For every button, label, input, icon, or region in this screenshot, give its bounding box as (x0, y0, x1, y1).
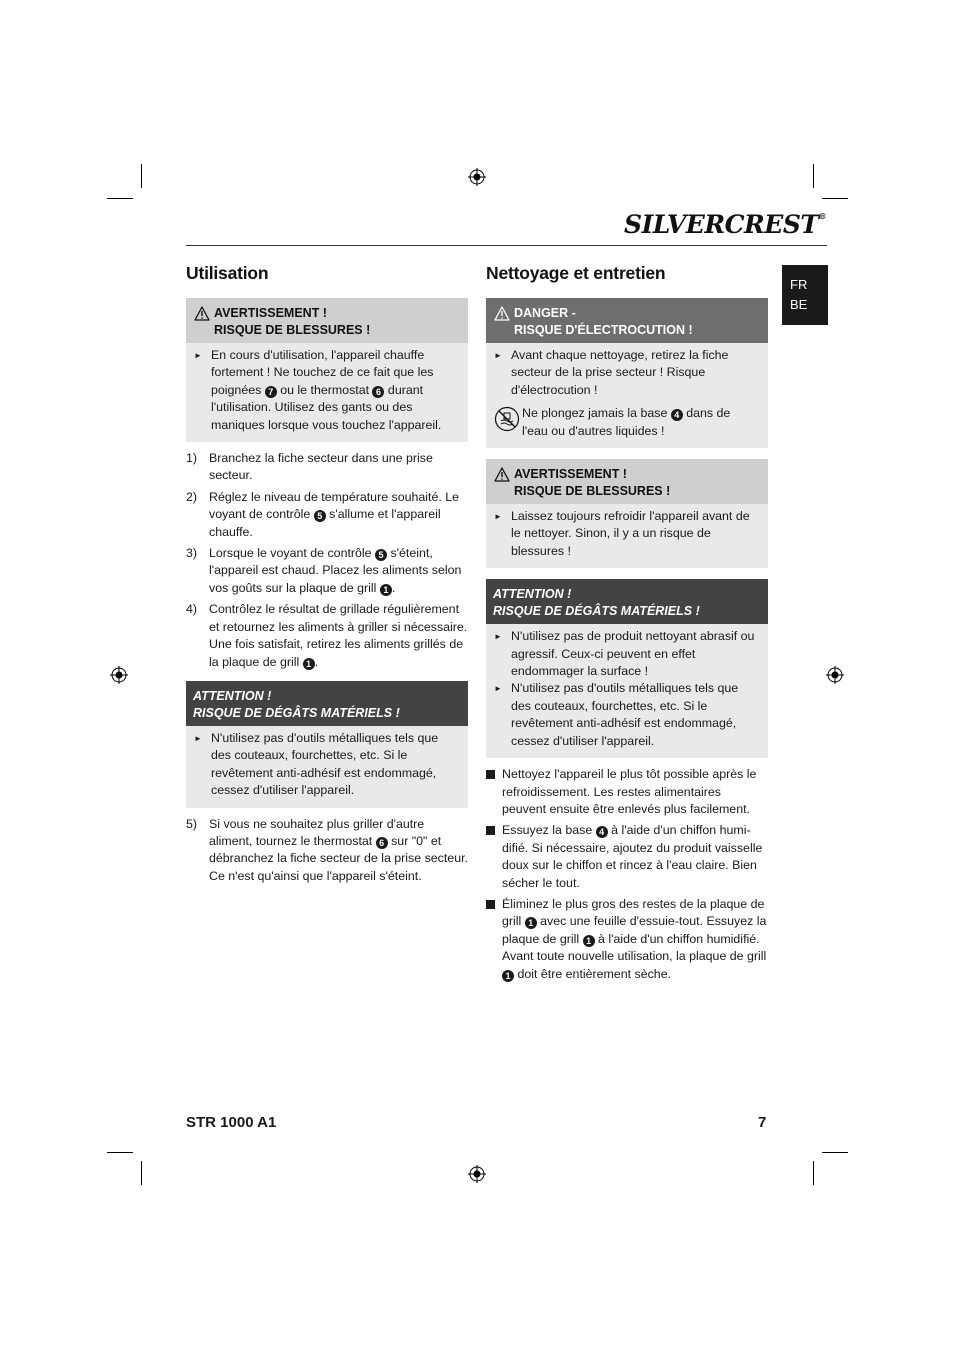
step-item (186, 816, 468, 886)
right-column (486, 263, 768, 987)
text-segment: En cours d'utilisation, l'appareil chauffe fortement ! Ne touchez de ce fait que les poignées (211, 348, 434, 397)
step-text (209, 601, 468, 671)
attention-header (486, 579, 768, 624)
danger-header (486, 298, 768, 343)
steps-list (186, 816, 468, 886)
text-segment: dans de l'eau ou d'autres liquides ! (522, 406, 731, 438)
section-title-nettoyage: Nettoyage et entretien (486, 263, 666, 283)
text-segment: avec une feuille d'essuie-tout. Essuyez la plaque de grill (502, 914, 767, 946)
part-number-badge: 6 (372, 386, 384, 398)
text-segment: Laissez toujours refroidir l'appareil avant de le nettoyer. Sinon, il y a un risque de blessures ! (511, 509, 750, 558)
cleaning-instructions (486, 766, 768, 983)
square-bullet-text (502, 766, 768, 818)
bullet-text (511, 680, 758, 750)
warning-subtitle: RISQUE DE BLESSURES ! (514, 484, 671, 499)
square-bullet-item (486, 822, 768, 892)
attention-subtitle: RISQUE DE DÉGÂTS MATÉRIELS ! (493, 604, 700, 619)
step-number: 1) (186, 451, 198, 466)
attention-title: ATTENTION ! (193, 688, 272, 703)
arrow-bullet-icon: ► (494, 632, 502, 642)
left-column (186, 263, 468, 889)
square-bullet-icon (486, 822, 502, 892)
warning-box (486, 459, 768, 568)
part-number-badge: 7 (265, 386, 277, 398)
step-text (209, 545, 468, 597)
registration-mark-icon (468, 168, 486, 186)
part-number-badge: 1 (525, 917, 537, 929)
step-number: 3) (186, 546, 198, 561)
attention-body (486, 624, 768, 750)
part-number-badge: 4 (596, 826, 608, 838)
attention-body (186, 726, 468, 800)
square-bullet-icon (486, 766, 502, 818)
no-immersion-text (522, 405, 758, 440)
step-item (186, 545, 468, 597)
text-segment: Contrôlez le résultat de grillade régulièrement et retournez les aliments à griller si nécessaire. Une fois satisfait, retirez les aliments grillés de la plaque de grill (209, 602, 468, 669)
text-segment: Essuyez la base (502, 823, 596, 838)
header-rule (186, 245, 827, 246)
bullet-item (194, 347, 458, 434)
bullet-text (511, 347, 758, 399)
crop-mark (813, 1161, 814, 1185)
square-bullet-text (502, 896, 768, 983)
text-segment: à l'aide d'un chiffon humi-difié. Si nécessaire, ajoutez du produit vaisselle doux sur le chiffon et rincez à l'eau claire. Bien sécher le tout. (502, 823, 763, 890)
part-number-badge: 6 (376, 837, 388, 849)
text-segment: Branchez la fiche secteur dans une prise secteur. (209, 451, 433, 483)
crop-mark (141, 164, 142, 188)
arrow-bullet-icon: ► (194, 351, 202, 360)
part-number-badge: 4 (671, 409, 683, 421)
bullet-item (194, 730, 458, 800)
crop-mark (107, 1152, 133, 1153)
text-segment: à l'aide d'un chiffon humidifié. Avant toute nouvelle utilisation, la plaque de grill (502, 931, 767, 964)
step-number: 4) (186, 602, 198, 617)
text-segment: Si vous ne souhaitez plus griller d'autre aliment, tournez le thermostat (209, 816, 425, 848)
warning-triangle-icon (194, 306, 210, 321)
arrow-bullet-icon: ► (494, 351, 502, 360)
part-number-badge: 1 (583, 935, 595, 947)
step-text (209, 816, 468, 886)
square-bullet-item (486, 896, 768, 983)
language-tab (782, 265, 828, 325)
text-segment: durant l'utilisation. Utilisez des gants ou des maniques lorsque vous touchez l'appareil. (211, 382, 442, 432)
warning-title: AVERTISSEMENT ! (214, 306, 327, 320)
part-number-badge: 5 (314, 510, 326, 522)
brand-logo (624, 210, 826, 239)
part-number-badge: 5 (375, 549, 387, 561)
step-item (186, 601, 468, 671)
arrow-bullet-icon: ► (494, 684, 502, 694)
crop-mark (107, 198, 133, 199)
danger-body (486, 343, 768, 440)
step-text (209, 450, 468, 485)
steps-list (186, 450, 468, 671)
step-item (186, 489, 468, 541)
arrow-bullet-icon: ► (494, 512, 502, 522)
text-segment: N'utilisez pas de produit nettoyant abrasif ou agressif. Ceux-ci peuvent en effet endommager la surface ! (511, 629, 755, 679)
text-segment: Avant chaque nettoyage, retirez la fiche secteur de la prise secteur ! Risque d'électrocution ! (511, 348, 729, 397)
registration-mark-icon (468, 1165, 486, 1183)
no-immersion-row (494, 405, 758, 440)
bullet-text (511, 628, 758, 680)
warning-body (186, 343, 468, 434)
text-segment: s'allume et l'appareil chauffe. (209, 507, 441, 539)
warning-title: AVERTISSEMENT ! (514, 467, 627, 482)
bullet-item (494, 347, 758, 399)
square-bullet-item (486, 766, 768, 818)
arrow-bullet-icon: ► (194, 733, 202, 743)
step-number: 2) (186, 489, 198, 504)
lang-be: BE (790, 297, 808, 312)
page-number: 7 (758, 1114, 767, 1131)
registration-mark-icon (826, 666, 844, 684)
text-segment: Lorsque le voyant de contrôle (209, 546, 376, 561)
text-segment: Réglez le niveau de température souhaité. Le voyant de contrôle (209, 489, 460, 522)
text-segment: ou le thermostat (276, 382, 373, 397)
attention-box (186, 681, 468, 808)
attention-box (486, 579, 768, 758)
attention-subtitle: RISQUE DE DÉGÂTS MATÉRIELS ! (193, 705, 400, 720)
text-segment: Nettoyez l'appareil le plus tôt possible après le refroidissement. Les restes alimentaires peuvent ensuite être enlevés plus facilement. (502, 767, 757, 816)
registration-mark-icon (110, 666, 128, 684)
danger-title: DANGER - (514, 306, 576, 320)
crop-mark (813, 164, 814, 188)
bullet-item (494, 628, 758, 680)
text-segment: Ne plongez jamais la base (522, 406, 671, 421)
model-number: STR 1000 A1 (186, 1114, 277, 1131)
bullet-text (511, 508, 758, 560)
text-segment: doit être entièrement sèche. (514, 966, 672, 981)
warning-triangle-icon (494, 306, 510, 321)
crop-mark (141, 1161, 142, 1185)
danger-box (486, 298, 768, 448)
text-segment: N'utilisez pas d'outils métalliques tels que des couteaux, fourchettes, etc. Si le revêtement anti-adhésif est endommagé, cessez d'utiliser l'appareil. (211, 730, 439, 798)
step-number: 5) (186, 816, 198, 831)
text-segment: s'éteint, l'appareil est chaud. Placez les aliments selon vos goûts sur la plaque de grill (209, 546, 462, 595)
bullet-text (211, 347, 458, 434)
lang-fr: FR (790, 277, 808, 292)
danger-subtitle: RISQUE D'ÉLECTROCUTION ! (514, 323, 693, 337)
attention-title: ATTENTION ! (493, 587, 572, 602)
warning-header (486, 459, 768, 504)
warning-header (186, 298, 468, 343)
attention-header (186, 681, 468, 726)
step-text (209, 489, 468, 541)
part-number-badge: 1 (303, 658, 315, 670)
text-segment: . (391, 580, 396, 595)
brand-text: SILVERCREST (624, 210, 819, 239)
text-segment: Éliminez le plus gros des restes de la plaque de grill (502, 896, 765, 929)
warning-box (186, 298, 468, 442)
no-immersion-icon (494, 406, 520, 432)
square-bullet-text (502, 822, 768, 892)
step-item (186, 450, 468, 485)
text-segment: N'utilisez pas d'outils métalliques tels que des couteaux, fourchettes, etc. Si le revêtement anti-adhésif est endommagé, cessez d'utiliser l'appareil. (511, 681, 739, 748)
section-title-utilisation: Utilisation (186, 263, 269, 283)
part-number-badge: 1 (380, 584, 392, 596)
warning-triangle-icon (494, 467, 510, 482)
part-number-badge: 1 (502, 970, 514, 982)
crop-mark (822, 198, 848, 199)
warning-subtitle: RISQUE DE BLESSURES ! (214, 323, 371, 337)
warning-body (486, 504, 768, 560)
bullet-item (494, 508, 758, 560)
text-segment: . (314, 654, 319, 669)
bullet-text (211, 730, 458, 800)
square-bullet-icon (486, 896, 502, 983)
bullet-item (494, 680, 758, 750)
text-segment: sur "0" et débranchez la fiche secteur de la prise secteur. Ce n'est qu'ainsi que l'appareil s'éteint. (209, 833, 468, 883)
registered-mark: ® (818, 211, 826, 221)
crop-mark (822, 1152, 848, 1153)
